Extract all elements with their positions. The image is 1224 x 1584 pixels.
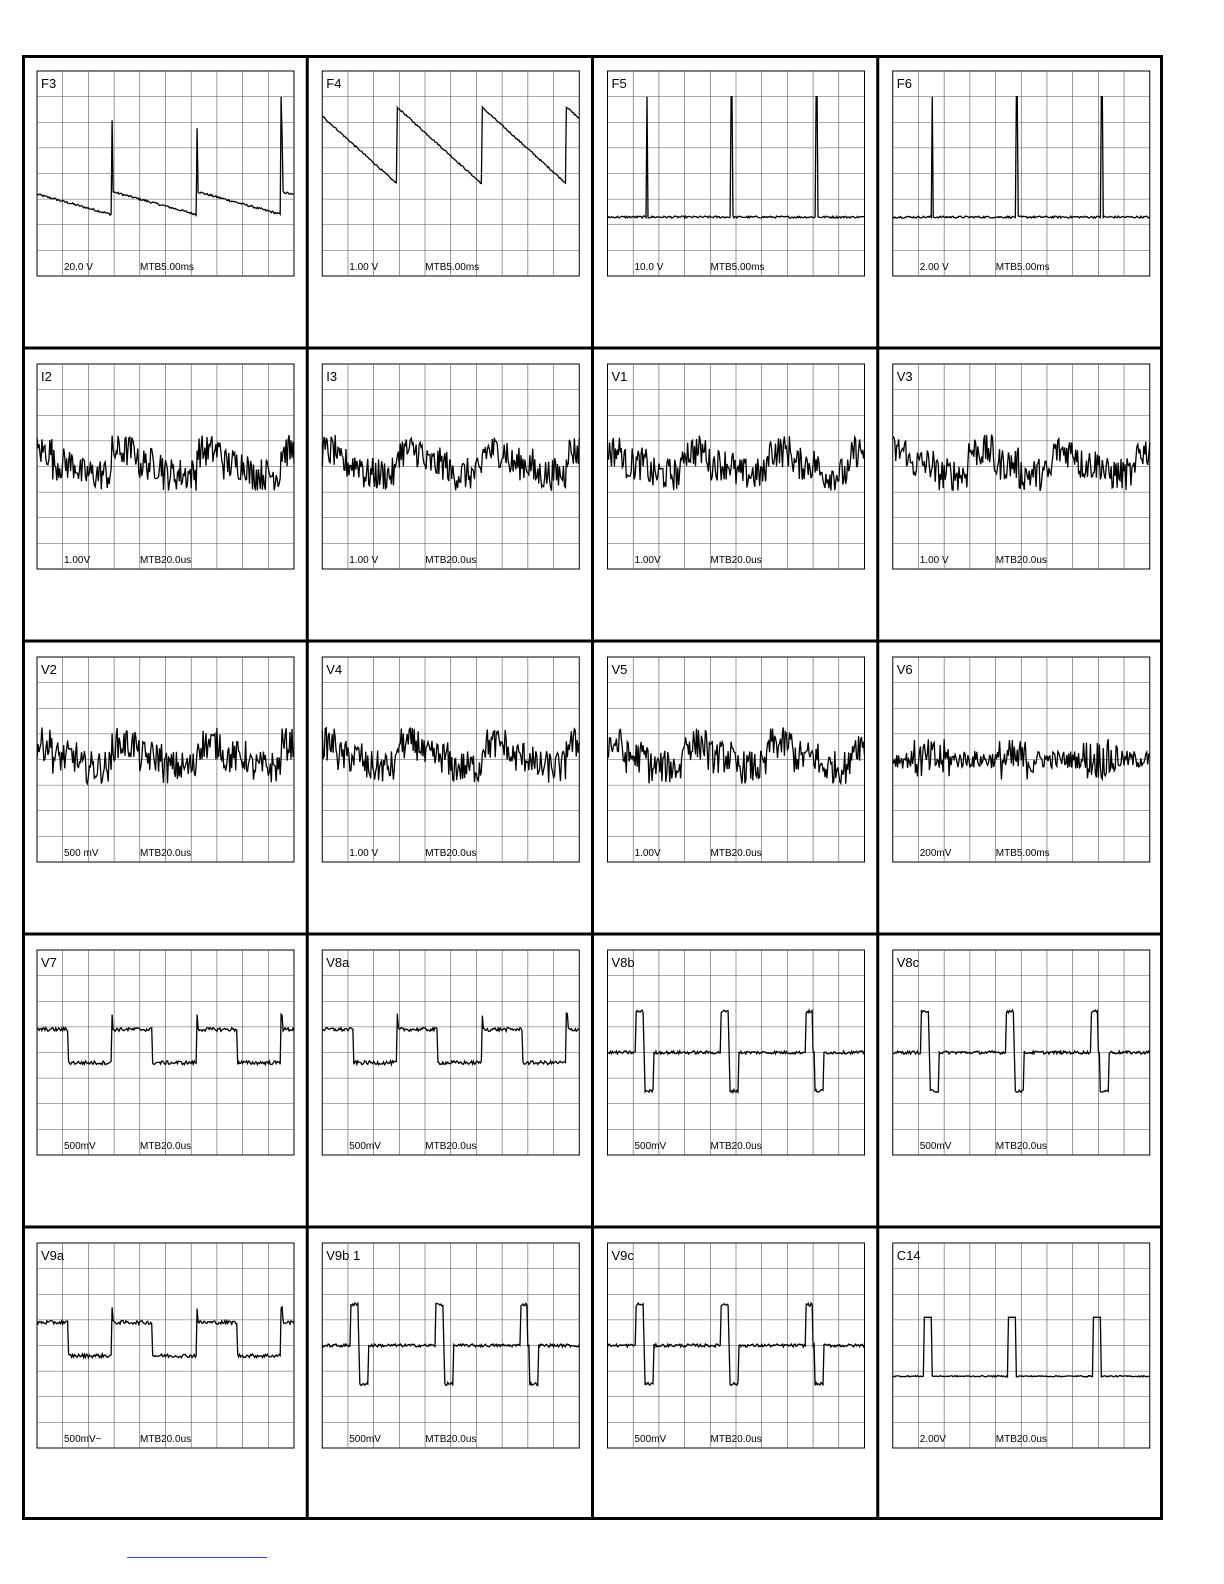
volts-per-div: 1.00 V: [349, 848, 379, 859]
panel-label: F3: [41, 76, 57, 91]
volts-per-div: 1.00V: [634, 555, 661, 566]
scope-panel-v8a: [322, 950, 579, 1155]
scope-panel-v7: [37, 950, 294, 1155]
volts-per-div: 500mV~: [64, 1434, 102, 1445]
panel-label: V6: [896, 662, 913, 677]
scope-panel-v9b-1: [322, 1243, 579, 1448]
volts-per-div: 2.00V: [919, 1434, 946, 1445]
panel-label: V8b: [611, 955, 635, 970]
scope-panel-f6: [893, 71, 1150, 276]
panel-label: V5: [611, 662, 628, 677]
scope-panel-f5: [608, 71, 865, 276]
volts-per-div: 1.00 V: [919, 555, 949, 566]
panel-label: F6: [896, 76, 912, 91]
timebase: MTB20.0us: [710, 848, 762, 859]
scope-panel-v8c: [893, 950, 1150, 1155]
volts-per-div: 500mV: [349, 1434, 381, 1445]
scope-panel-v3: [893, 364, 1150, 569]
panel-label: V8a: [326, 955, 350, 970]
panel-label: I2: [41, 369, 52, 384]
timebase: MTB20.0us: [425, 1141, 477, 1152]
timebase: MTB20.0us: [425, 1434, 477, 1445]
scope-panel-v5: [608, 657, 865, 862]
volts-per-div: 500mV: [919, 1141, 952, 1152]
volts-per-div: 1.00V: [64, 555, 91, 566]
scope-panel-f4: [322, 71, 579, 276]
panel-label: V9c: [611, 1248, 634, 1263]
panel-label: V4: [326, 662, 343, 677]
scope-panel-v8b: [608, 950, 865, 1155]
volts-per-div: 500 mV: [64, 848, 99, 859]
timebase: MTB5.00ms: [140, 262, 194, 273]
panel-label: V9a: [41, 1248, 65, 1263]
panel-label: V7: [41, 955, 57, 970]
timebase: MTB20.0us: [140, 1141, 192, 1152]
panel-label: V2: [41, 662, 57, 677]
volts-per-div: 20.0 V: [64, 262, 93, 273]
volts-per-div: 1.00 V: [349, 555, 379, 566]
timebase: MTB20.0us: [995, 1141, 1047, 1152]
timebase: MTB5.00ms: [425, 262, 480, 273]
timebase: MTB20.0us: [140, 555, 192, 566]
scope-panel-f3: [37, 71, 294, 276]
panel-label: F5: [611, 76, 627, 91]
timebase: MTB20.0us: [710, 1434, 762, 1445]
timebase: MTB20.0us: [425, 555, 477, 566]
volts-per-div: 1.00V: [634, 848, 661, 859]
timebase: MTB20.0us: [995, 1434, 1047, 1445]
panel-label: F4: [326, 76, 342, 91]
timebase: MTB5.00ms: [995, 848, 1050, 859]
scope-panel-v4: [322, 657, 579, 862]
scope-panel-i3: [322, 364, 579, 569]
scope-panel-i2: [37, 364, 294, 569]
panel-label: V9b 1: [326, 1248, 361, 1263]
panel-label: I3: [326, 369, 338, 384]
scope-panel-c14: [893, 1243, 1150, 1448]
panel-label: V1: [611, 369, 628, 384]
scope-panel-v9c: [608, 1243, 865, 1448]
oscilloscope-grid-svg: [22, 55, 1163, 1520]
timebase: MTB20.0us: [140, 848, 192, 859]
panel-label: C14: [896, 1248, 921, 1263]
panel-label: V3: [896, 369, 913, 384]
timebase: MTB5.00ms: [995, 262, 1050, 273]
volts-per-div: 200mV: [919, 848, 952, 859]
timebase: MTB20.0us: [425, 848, 477, 859]
volts-per-div: 500mV: [349, 1141, 381, 1152]
timebase: MTB20.0us: [995, 555, 1047, 566]
volts-per-div: 10.0 V: [634, 262, 664, 273]
volts-per-div: 500mV: [64, 1141, 96, 1152]
timebase: MTB20.0us: [140, 1434, 192, 1445]
timebase: MTB20.0us: [710, 1141, 762, 1152]
scope-panel-v1: [608, 364, 865, 569]
volts-per-div: 2.00 V: [919, 262, 949, 273]
timebase: MTB5.00ms: [710, 262, 765, 273]
scope-panel-v6: [893, 657, 1150, 862]
oscilloscope-sheet: [22, 55, 1163, 1520]
volts-per-div: 500mV: [634, 1434, 667, 1445]
volts-per-div: 500mV: [634, 1141, 667, 1152]
volts-per-div: 1.00 V: [349, 262, 379, 273]
timebase: MTB20.0us: [710, 555, 762, 566]
scope-panel-v9a: [37, 1243, 294, 1448]
footer-link-line: [127, 1557, 267, 1558]
scope-panel-v2: [37, 657, 294, 862]
panel-label: V8c: [896, 955, 920, 970]
